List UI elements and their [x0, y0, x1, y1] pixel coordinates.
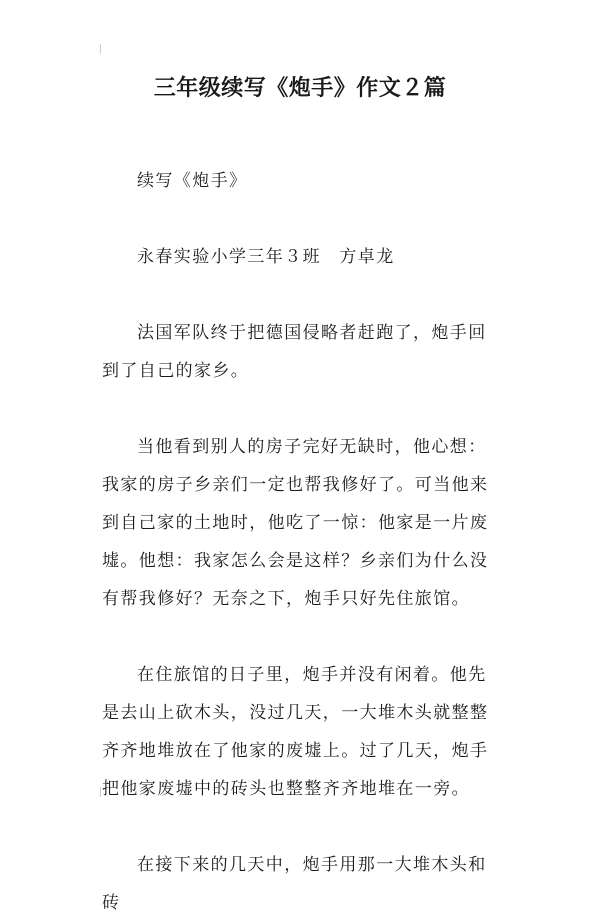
paragraph-1: 法国军队终于把德国侵略者赶跑了，炮手回到了自己的家乡。	[102, 323, 487, 381]
paragraph-2: 当他看到别人的房子完好无缺时，他心想：我家的房子乡亲们一定也帮我修好了。可当他来到自己家的土地时，他吃了一惊：他家是一片废墟。他想：我家怎么会是这样？乡亲们为什么没有帮我修好？无奈之下，炮手只好先住旅馆。	[102, 437, 489, 609]
paragraph-author: 永春实验小学三年３班 方卓龙	[137, 247, 395, 267]
page-corner-mark-bottom	[100, 787, 101, 797]
paragraph-3: 在住旅馆的日子里，炮手并没有闲着。他先是去山上砍木头，没过几天，一大堆木头就整整齐齐地堆放在了他家的废墟上。过了几天，炮手把他家废墟中的砖头也整整齐齐地堆在一旁。	[102, 665, 489, 799]
document-title: 三年级续写《炮手》作文２篇	[153, 76, 447, 101]
paragraph-4: 在接下来的几天中，炮手用那一大堆木头和砖	[102, 855, 487, 913]
paragraph-subtitle: 续写《炮手》	[137, 171, 248, 191]
document-body	[102, 162, 502, 922]
page-corner-mark-top	[100, 44, 101, 54]
